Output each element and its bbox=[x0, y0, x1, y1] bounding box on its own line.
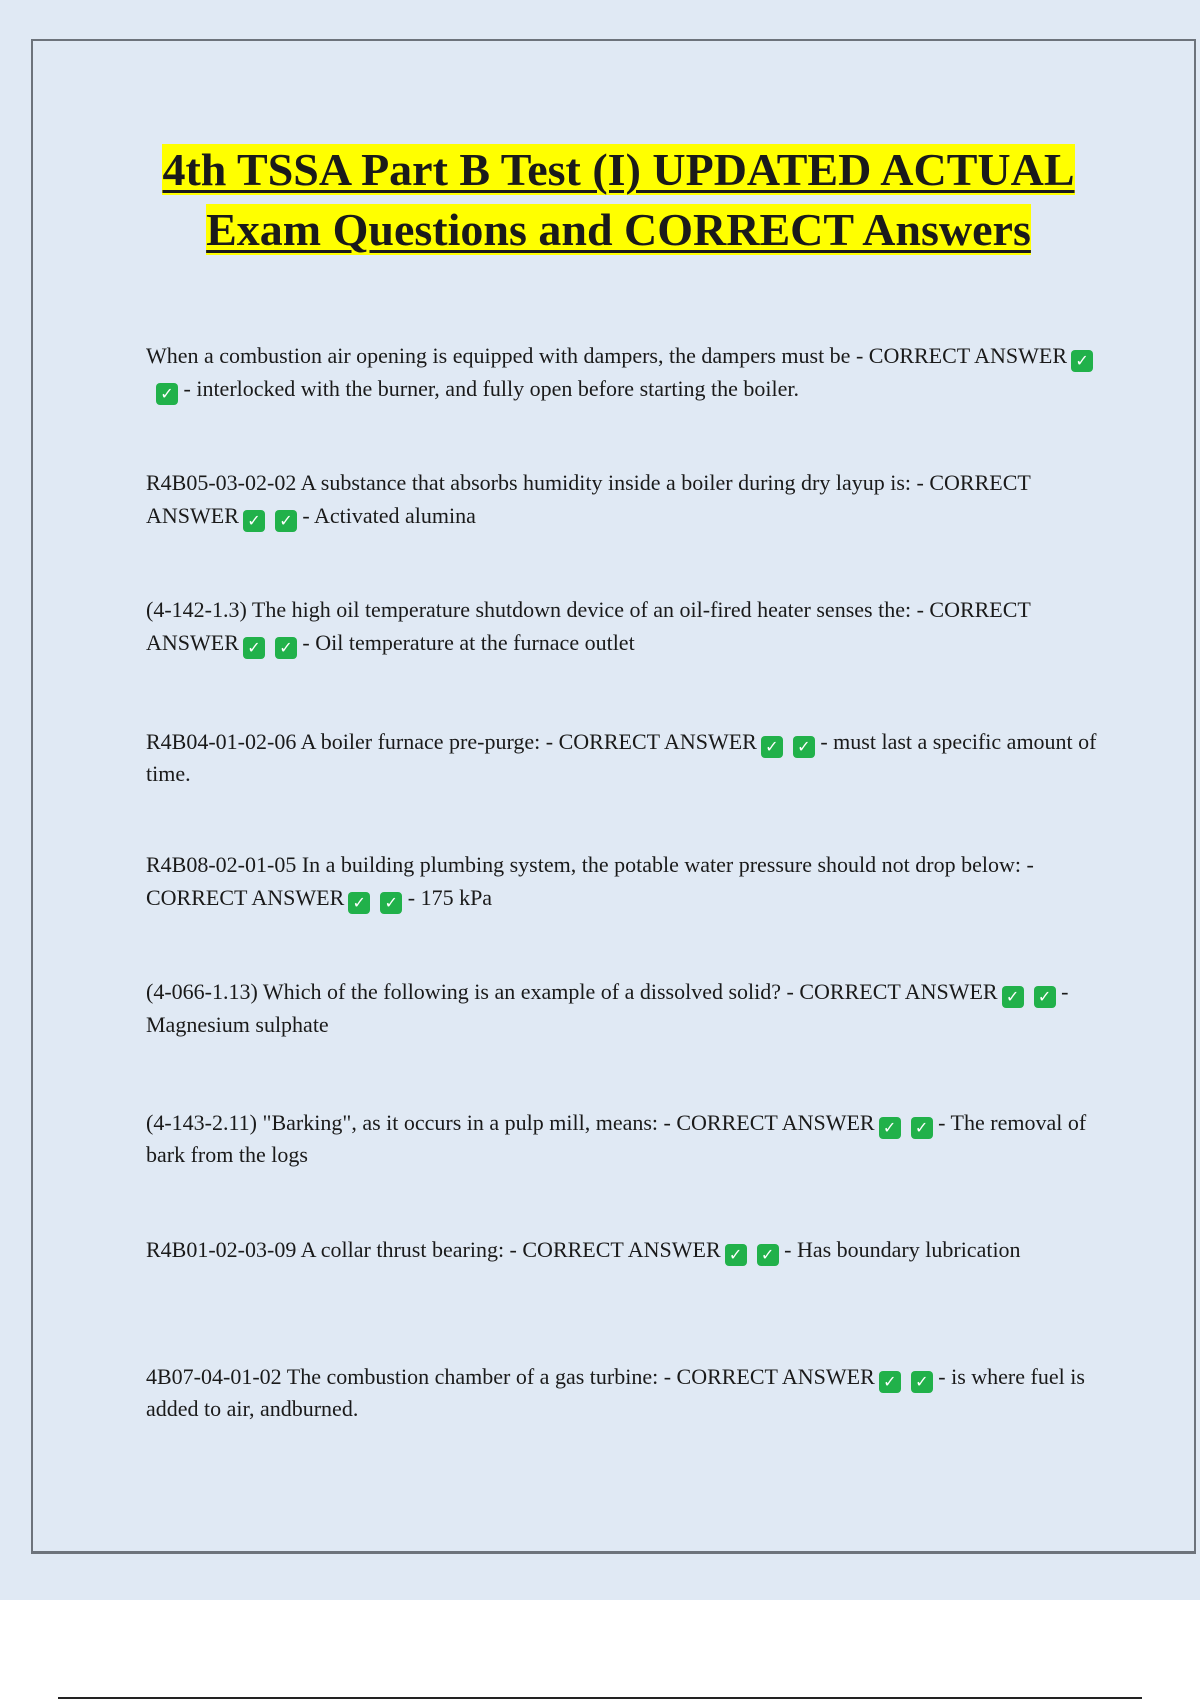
check-mark-icon: ✓ bbox=[348, 892, 370, 914]
qa-item-1 bbox=[146, 339, 1106, 405]
question-text: 4B07-04-01-02 The combustion chamber of a gas turbine: - CORRECT ANSWER bbox=[146, 1364, 875, 1389]
answer-text: - Activated alumina bbox=[302, 503, 476, 528]
qa-item-6 bbox=[146, 975, 1106, 1041]
question-text: R4B04-01-02-06 A boiler furnace pre-purge: - CORRECT ANSWER bbox=[146, 729, 757, 754]
check-mark-icon: ✓ bbox=[275, 510, 297, 532]
check-mark-icon: ✓ bbox=[156, 383, 178, 405]
qa-item-8 bbox=[146, 1234, 1106, 1266]
question-text: (4-143-2.11) "Barking", as it occurs in a pulp mill, means: - CORRECT ANSWER bbox=[146, 1110, 875, 1135]
check-mark-icon: ✓ bbox=[1002, 986, 1024, 1008]
qa-item-3 bbox=[146, 593, 1106, 659]
check-mark-icon: ✓ bbox=[911, 1371, 933, 1393]
document-title bbox=[120, 140, 1117, 260]
question-text: When a combustion air opening is equipped with dampers, the dampers must be - CORRECT ANSWER bbox=[146, 343, 1068, 368]
check-mark-icon: ✓ bbox=[1034, 986, 1056, 1008]
check-mark-icon: ✓ bbox=[879, 1117, 901, 1139]
check-mark-icon: ✓ bbox=[793, 736, 815, 758]
check-mark-icon: ✓ bbox=[275, 637, 297, 659]
check-mark-icon: ✓ bbox=[243, 510, 265, 532]
check-mark-icon: ✓ bbox=[725, 1244, 747, 1266]
question-text: R4B01-02-03-09 A collar thrust bearing: - CORRECT ANSWER bbox=[146, 1237, 721, 1262]
answer-text: - The removal of bark from the logs bbox=[146, 1110, 1087, 1167]
title-highlight: 4th TSSA Part B Test (I) UPDATED ACTUAL Exam Questions and CORRECT Answers bbox=[162, 144, 1075, 255]
answer-text: - Magnesium sulphate bbox=[146, 979, 1069, 1037]
answer-text: - must last a specific amount of time. bbox=[146, 729, 1097, 786]
check-mark-icon: ✓ bbox=[243, 637, 265, 659]
answer-text: - interlocked with the burner, and fully open before starting the boiler. bbox=[183, 376, 800, 401]
qa-item-9 bbox=[146, 1361, 1106, 1424]
question-text: R4B08-02-01-05 In a building plumbing system, the potable water pressure should not drop below: - CORRECT ANSWER bbox=[146, 852, 1034, 910]
answer-text: - 175 kPa bbox=[407, 885, 493, 910]
answer-text: - Has boundary lubrication bbox=[784, 1237, 1021, 1262]
check-mark-icon: ✓ bbox=[911, 1117, 933, 1139]
qa-item-4 bbox=[146, 726, 1106, 789]
check-mark-icon: ✓ bbox=[1071, 350, 1093, 372]
question-text: R4B05-03-02-02 A substance that absorbs humidity inside a boiler during dry layup is: - CORRECT ANSWER bbox=[146, 470, 1031, 528]
check-mark-icon: ✓ bbox=[757, 1244, 779, 1266]
answer-text: - Oil temperature at the furnace outlet bbox=[302, 630, 635, 655]
check-mark-icon: ✓ bbox=[879, 1371, 901, 1393]
question-text: (4-142-1.3) The high oil temperature shutdown device of an oil-fired heater senses the: - CORRECT ANSWER bbox=[146, 597, 1031, 655]
bottom-divider bbox=[58, 1697, 1142, 1699]
check-mark-icon: ✓ bbox=[761, 736, 783, 758]
qa-item-2 bbox=[146, 466, 1106, 532]
answer-text: - is where fuel is added to air, andburned. bbox=[146, 1364, 1085, 1421]
qa-item-7 bbox=[146, 1107, 1106, 1170]
check-mark-icon: ✓ bbox=[380, 892, 402, 914]
document-frame bbox=[31, 39, 1196, 1554]
qa-item-5 bbox=[146, 848, 1106, 914]
question-text: (4-066-1.13) Which of the following is an example of a dissolved solid? - CORRECT ANSWER bbox=[146, 979, 998, 1004]
